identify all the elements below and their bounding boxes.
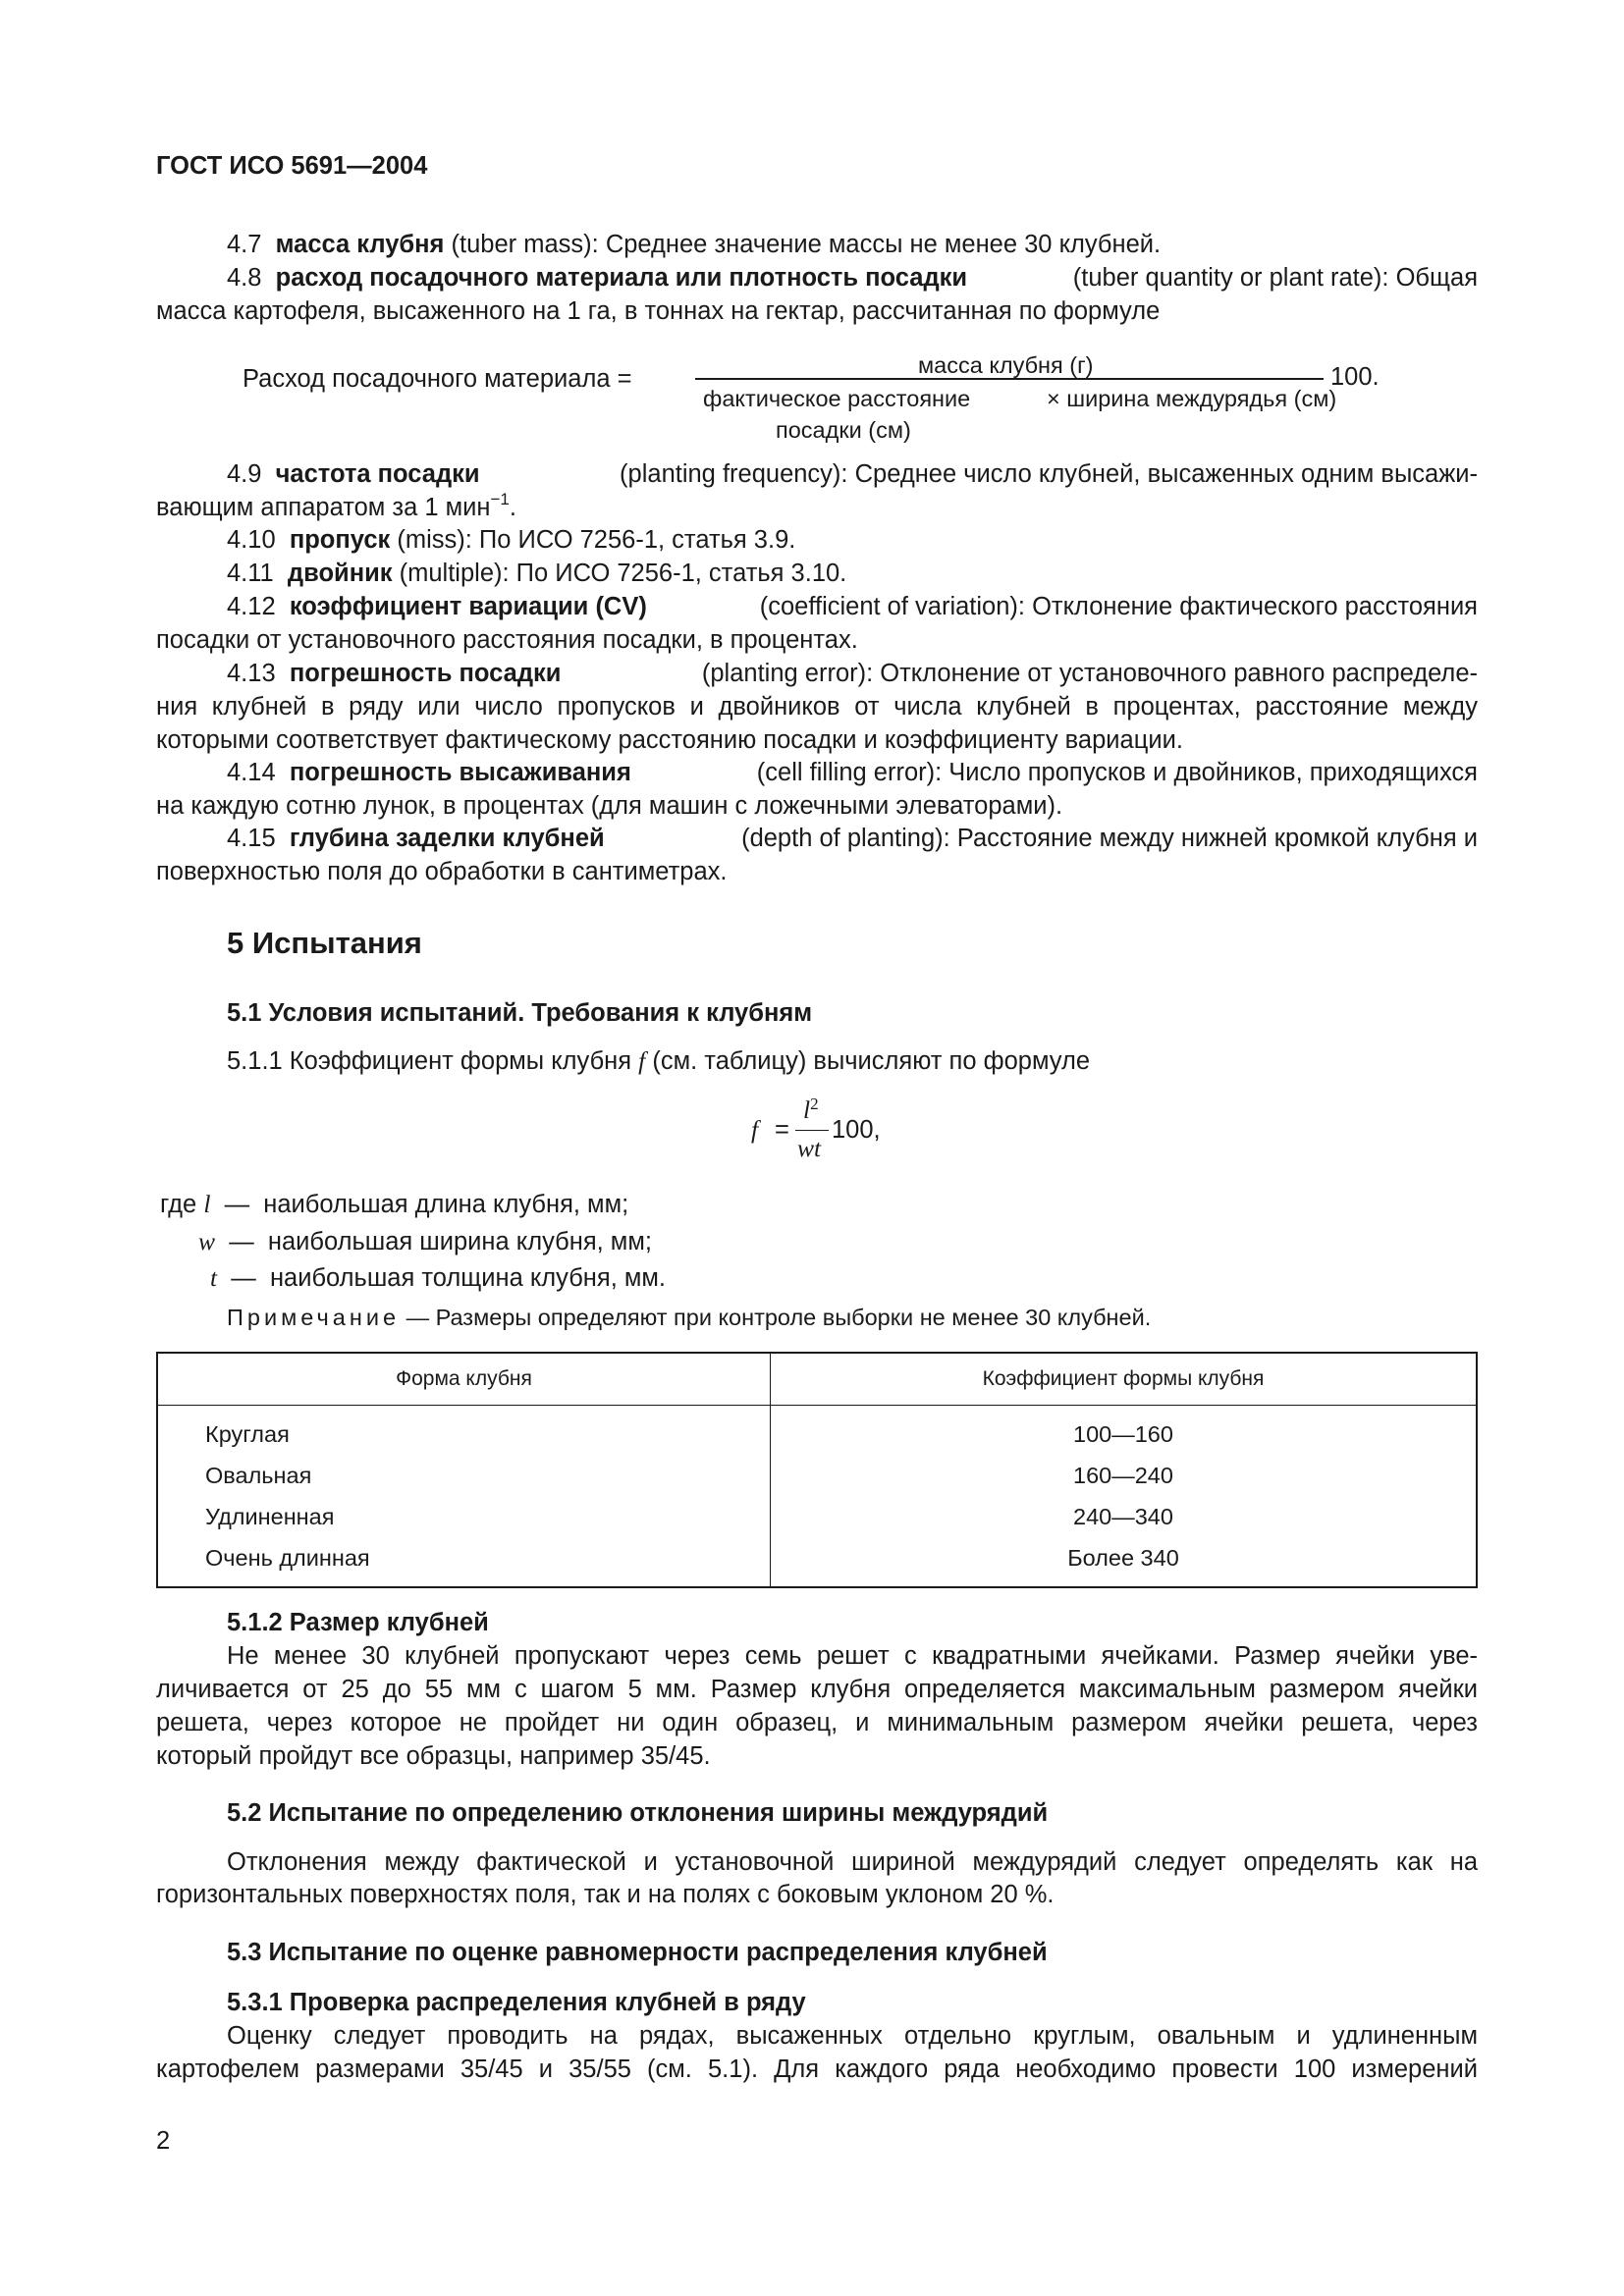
table-header: Коэффициент формы клубня [771,1353,1478,1406]
formula-label: Расход посадочного материала = [243,365,632,393]
para-4-14-line1: 4.14 погрешность высаживания (cell filling error): Число пропусков и двойников, приходящихся [227,759,1478,786]
note [227,1301,1151,1334]
table-header-row [157,1353,1477,1406]
section-title: 5 Испытания [227,926,422,960]
para-4-13-line2: ния клубней в ряду или число пропусков и двойников от числа клубней в процентах, расстояние между [156,693,1478,721]
exponent: 2 [810,1095,819,1113]
formula-denominator-b: × ширина междурядья (см) [1047,386,1337,411]
subsection-heading-5-3-1: 5.3.1 Проверка распределения клубней в ряду [227,1989,806,2016]
formula-equals: = [775,1116,789,1144]
definition-t: t — наибольшая толщина клубня, мм. [210,1263,667,1292]
para-5-1-2-line3: решета, через которое не пройдет ни один образец, и минимальным размером ячейки решета, через [156,1709,1478,1736]
superscript: −1 [490,490,510,508]
formula-multiplier: 100, [832,1116,881,1144]
para-5-2-line1: Отклонения между фактической и установочной шириной междурядий следует определять как на [227,1848,1478,1876]
para-4-12-line2: посадки от установочного расстояния посадки, в процентах. [156,626,858,654]
para-4-8-line1 [227,261,1478,294]
page-number: 2 [156,2127,171,2155]
table-row [157,1537,1477,1587]
table-cell: 240—340 [771,1496,1478,1537]
table-row [157,1496,1477,1537]
para-4-8-line2: масса картофеля, высаженного на 1 га, в тоннах на гектар, рассчитанная по формуле [156,297,1161,325]
clause-number: 4.7 [227,231,262,258]
formula-denominator-a: фактическое расстояние [703,386,971,411]
tuber-form-table [156,1352,1478,1588]
table-cell: 100—160 [771,1406,1478,1456]
table-cell: Очень длинная [157,1537,771,1587]
clause-number: 4.9 [227,460,262,488]
para-4-13-line3: которыми соответствует фактическому расстоянию посадки и коэффициенту вариации. [156,726,1183,754]
subsection-heading-5-1-2: 5.1.2 Размер клубней [227,1609,489,1636]
clause-number: 4.8 [227,264,262,292]
para-5-2-line2: горизонтальных поверхностях поля, так и на полях с боковым уклоном 20 %. [156,1881,1055,1908]
para-5-3-1-line1: Оценку следует проводить на рядах, высаженных отдельно круглым, овальным и удлиненным [227,2022,1478,2050]
formula-denominator-wt: wt [797,1134,822,1162]
clause-term: частота посадки [275,460,480,488]
variable-f: f [638,1046,646,1075]
subsection-heading-5-2: 5.2 Испытание по определению отклонения ширины междурядий [227,1799,1049,1827]
fraction-bar [695,378,1324,380]
para-5-1-2-line1: Не менее 30 клубней пропускают через семь решет с квадратными ячейками. Размер ячейки уве- [227,1642,1478,1670]
clause-text: (tuber mass): Среднее значение массы не менее 30 клубней. [451,231,1162,258]
formula-numerator: масса клубня (г) [918,352,1094,378]
para-4-11: 4.11 двойник (multiple): По ИСО 7256-1, статья 3.10. [227,560,847,587]
table-cell: Овальная [157,1455,771,1496]
formula-multiplier: 100. [1330,363,1380,391]
formula-numerator-l: $l^2$ [803,1095,819,1124]
formula2-bar [795,1130,829,1131]
para-5-3-1-line2: картофелем размерами 35/45 и 35/55 (см. 5.1). Для каждого ряда необходимо провести 100 измерений [156,2056,1478,2083]
definition-w: w — наибольшая ширина клубня, мм; [198,1227,652,1255]
para-5-1-2-line2: личивается от 25 до 55 мм с шагом 5 мм. Размер клубня определяется максимальным размером ячейки [156,1676,1478,1703]
note-label: Примечание [227,1305,401,1330]
table-row [157,1455,1477,1496]
table-cell: Круглая [157,1406,771,1456]
para-4-7 [227,228,1161,261]
clause-term: расход посадочного материала или плотность посадки [275,264,968,292]
clause-term: масса клубня [275,231,445,258]
formula-f: f [751,1115,759,1144]
table-cell: 160—240 [771,1455,1478,1496]
table-header: Форма клубня [157,1353,771,1406]
note-text: — Размеры определяют при контроле выборки не менее 30 клубней. [406,1305,1152,1330]
table-cell: Удлиненная [157,1496,771,1537]
subsection-heading-5-1: 5.1 Условия испытаний. Требования к клубням [227,999,813,1027]
para-5-1-2-line4: который пройдут все образцы, например 35/45. [156,1742,711,1770]
para-4-15-line1: 4.15 глубина заделки клубней (depth of planting): Расстояние между нижней кромкой клубня и [227,825,1478,852]
para-4-14-line2: на каждую сотню лунок, в процентах (для машин с ложечными элеваторами). [156,792,1063,820]
clause-text: (tuber quantity or plant rate): Общая [1072,264,1478,292]
subsection-heading-5-3: 5.3 Испытание по оценке равномерности распределения клубней [227,1939,1048,1966]
table-row [157,1406,1477,1456]
para-4-9-line1 [227,457,1478,491]
formula-denominator-c: посадки (см) [776,417,911,443]
definition-l: где l — наибольшая длина клубня, мм; [160,1190,629,1218]
para-4-9-line2: вающим аппаратом за 1 мин$^{-1}$. [156,490,516,521]
clause-text: (planting frequency): Среднее число клубней, высаженных одним высажи- [620,460,1478,488]
para-4-15-line2: поверхностью поля до обработки в сантиметрах. [156,858,728,885]
para-4-13-line1: 4.13 погрешность посадки (planting error): Отклонение от установочного равного распределе- [227,660,1478,687]
table-cell: Более 340 [771,1537,1478,1587]
document-header: ГОСТ ИСО 5691—2004 [156,152,428,180]
para-5-1-1: 5.1.1 Коэффициент формы клубня f (см. таблицу) вычисляют по формуле [227,1046,1091,1075]
para-4-12-line1: 4.12 коэффициент вариации (CV) (coefficient of variation): Отклонение фактического расстояния [227,593,1478,620]
para-4-10: 4.10 пропуск (miss): По ИСО 7256-1, статья 3.9. [227,526,796,554]
